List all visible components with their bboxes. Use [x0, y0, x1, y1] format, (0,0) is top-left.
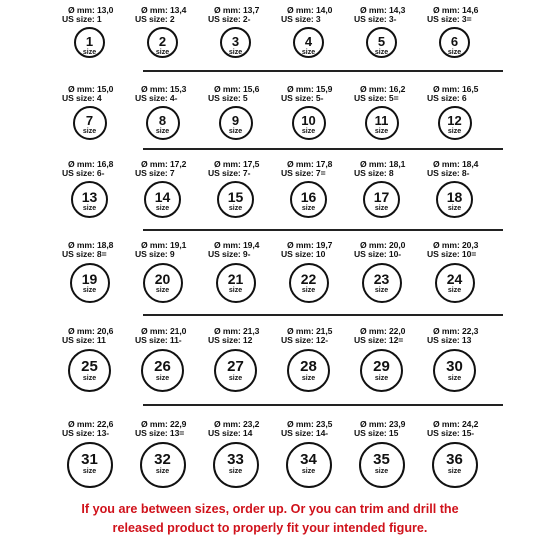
ring-size-number: 31 [81, 451, 98, 468]
ring-size-number: 23 [373, 271, 390, 287]
us-size-label: US size: 8- [427, 167, 470, 178]
ring-size-number: 11 [374, 113, 389, 128]
diameter-label: Ø mm: 20,0 [360, 240, 406, 250]
size-caption: size [228, 128, 243, 135]
us-size-label: US size: 5- [281, 92, 324, 103]
diameter-label: Ø mm: 21,0 [141, 326, 187, 336]
size-caption: size [374, 375, 389, 382]
size-cell [427, 5, 513, 56]
us-size-label: US size: 8= [62, 248, 107, 259]
size-caption: size [228, 375, 243, 382]
ring-size-number: 5 [377, 34, 386, 49]
diameter-label: Ø mm: 18,1 [360, 159, 406, 169]
ring-size-number: 22 [300, 271, 317, 287]
size-caption: size [374, 287, 389, 294]
ring-size-number: 4 [304, 34, 313, 49]
diameter-label: Ø mm: 17,5 [214, 159, 260, 169]
diameter-label: Ø mm: 18,8 [68, 240, 114, 250]
diameter-label: Ø mm: 17,8 [287, 159, 333, 169]
diameter-label: Ø mm: 14,6 [433, 5, 479, 15]
ring-size-number: 26 [154, 358, 171, 375]
diameter-label: Ø mm: 16,5 [433, 84, 479, 94]
diameter-label: Ø mm: 18,4 [433, 159, 479, 169]
diameter-label: Ø mm: 21,5 [287, 326, 333, 336]
ring-circle [360, 349, 403, 392]
size-caption: size [228, 468, 243, 475]
ring-size-number: 13 [81, 189, 98, 205]
us-size-label: US size: 8 [354, 167, 394, 178]
ring-circle [292, 106, 326, 140]
size-cell [427, 159, 513, 212]
size-caption: size [82, 375, 97, 382]
diameter-label: Ø mm: 20,6 [68, 326, 114, 336]
ring-circle [143, 263, 183, 303]
size-caption: size [82, 205, 97, 212]
size-caption: size [374, 468, 389, 475]
ring-size-number: 30 [446, 358, 463, 375]
ring-circle [436, 181, 473, 218]
us-size-label: US size: 5= [354, 92, 399, 103]
size-caption: size [228, 49, 243, 56]
diameter-label: Ø mm: 15,3 [141, 84, 187, 94]
ring-circle [435, 263, 475, 303]
diameter-label: Ø mm: 20,3 [433, 240, 479, 250]
us-size-label: US size: 14- [281, 427, 329, 438]
diameter-label: Ø mm: 23,9 [360, 419, 406, 429]
size-caption: size [374, 49, 389, 56]
us-size-label: US size: 3- [354, 13, 397, 24]
ring-circle [74, 27, 105, 58]
us-size-label: US size: 3= [427, 13, 472, 24]
size-caption: size [447, 287, 462, 294]
size-caption: size [374, 128, 389, 135]
us-size-label: US size: 11- [135, 334, 182, 345]
ring-size-number: 14 [154, 189, 171, 205]
ring-circle [439, 27, 470, 58]
size-cell [427, 84, 513, 135]
ring-size-number: 18 [446, 189, 463, 205]
diameter-label: Ø mm: 13,7 [214, 5, 260, 15]
sizing-note [0, 500, 540, 538]
us-size-label: US size: 1 [62, 13, 102, 24]
diameter-label: Ø mm: 22,0 [360, 326, 406, 336]
ring-size-number: 1 [85, 34, 94, 49]
ring-circle [214, 349, 257, 392]
size-caption: size [82, 287, 97, 294]
ring-circle [67, 442, 113, 488]
ring-size-number: 8 [158, 113, 167, 128]
size-caption: size [82, 468, 97, 475]
ring-circle [290, 181, 327, 218]
ring-circle [213, 442, 259, 488]
diameter-label: Ø mm: 22,3 [433, 326, 479, 336]
size-caption: size [301, 49, 316, 56]
ring-size-number: 6 [450, 34, 459, 49]
diameter-label: Ø mm: 17,2 [141, 159, 187, 169]
size-caption: size [301, 205, 316, 212]
us-size-label: US size: 9- [208, 248, 251, 259]
us-size-label: US size: 10 [281, 248, 326, 259]
ring-circle [141, 349, 184, 392]
size-caption: size [228, 205, 243, 212]
us-size-label: US size: 15 [354, 427, 399, 438]
ring-circle [73, 106, 107, 140]
size-caption: size [374, 205, 389, 212]
size-caption: size [82, 49, 97, 56]
ring-circle [220, 27, 251, 58]
ring-circle [363, 181, 400, 218]
ring-circle [289, 263, 329, 303]
us-size-label: US size: 7 [135, 167, 175, 178]
size-caption: size [447, 468, 462, 475]
ring-size-number: 9 [231, 113, 240, 128]
us-size-label: US size: 5 [208, 92, 248, 103]
diameter-label: Ø mm: 16,2 [360, 84, 406, 94]
ring-size-number: 20 [154, 271, 171, 287]
ring-circle [70, 263, 110, 303]
diameter-label: Ø mm: 24,2 [433, 419, 479, 429]
ring-circle [438, 106, 472, 140]
us-size-label: US size: 12= [354, 334, 404, 345]
size-caption: size [447, 205, 462, 212]
size-caption: size [447, 128, 462, 135]
us-size-label: US size: 14 [208, 427, 253, 438]
us-size-label: US size: 10- [354, 248, 402, 259]
row-divider [143, 314, 503, 316]
ring-size-number: 34 [300, 451, 317, 468]
size-cell [427, 419, 513, 475]
us-size-label: US size: 2 [135, 13, 175, 24]
ring-size-number: 27 [227, 358, 244, 375]
ring-circle [68, 349, 111, 392]
us-size-label: US size: 13- [62, 427, 110, 438]
ring-circle [144, 181, 181, 218]
us-size-label: US size: 2- [208, 13, 251, 24]
ring-circle [140, 442, 186, 488]
diameter-label: Ø mm: 13,0 [68, 5, 114, 15]
ring-circle [359, 442, 405, 488]
size-caption: size [155, 49, 170, 56]
size-caption: size [155, 287, 170, 294]
ring-size-number: 28 [300, 358, 317, 375]
ring-size-number: 16 [300, 189, 317, 205]
size-caption: size [301, 128, 316, 135]
ring-size-number: 24 [446, 271, 463, 287]
sizing-note-line-2: released product to properly fit your intended figure. [112, 521, 428, 535]
ring-circle [147, 27, 178, 58]
diameter-label: Ø mm: 23,2 [214, 419, 260, 429]
diameter-label: Ø mm: 13,4 [141, 5, 187, 15]
us-size-label: US size: 7= [281, 167, 326, 178]
diameter-label: Ø mm: 19,7 [287, 240, 333, 250]
ring-size-number: 21 [227, 271, 244, 287]
ring-circle [287, 349, 330, 392]
us-size-label: US size: 4- [135, 92, 178, 103]
ring-circle [362, 263, 402, 303]
us-size-label: US size: 10= [427, 248, 477, 259]
diameter-label: Ø mm: 15,9 [287, 84, 333, 94]
ring-circle [432, 442, 478, 488]
row-divider [143, 404, 503, 406]
ring-circle [365, 106, 399, 140]
ring-size-number: 29 [373, 358, 390, 375]
diameter-label: Ø mm: 21,3 [214, 326, 260, 336]
size-caption: size [447, 375, 462, 382]
ring-circle [219, 106, 253, 140]
size-caption: size [301, 375, 316, 382]
diameter-label: Ø mm: 15,0 [68, 84, 114, 94]
diameter-label: Ø mm: 16,8 [68, 159, 114, 169]
ring-size-number: 3 [231, 34, 240, 49]
us-size-label: US size: 12 [208, 334, 253, 345]
us-size-label: US size: 11 [62, 334, 106, 345]
ring-circle [216, 263, 256, 303]
ring-circle [366, 27, 397, 58]
us-size-label: US size: 9 [135, 248, 175, 259]
diameter-label: Ø mm: 14,3 [360, 5, 406, 15]
size-caption: size [155, 128, 170, 135]
size-caption: size [155, 205, 170, 212]
us-size-label: US size: 15- [427, 427, 475, 438]
ring-size-number: 33 [227, 451, 244, 468]
size-caption: size [228, 287, 243, 294]
ring-size-number: 2 [158, 34, 167, 49]
ring-size-number: 36 [446, 451, 463, 468]
ring-size-number: 15 [227, 189, 244, 205]
size-cell [427, 326, 513, 382]
ring-circle [286, 442, 332, 488]
diameter-label: Ø mm: 14,0 [287, 5, 333, 15]
us-size-label: US size: 13= [135, 427, 185, 438]
size-cell [427, 240, 513, 294]
size-caption: size [82, 128, 97, 135]
us-size-label: US size: 13 [427, 334, 472, 345]
us-size-label: US size: 4 [62, 92, 102, 103]
size-caption: size [155, 468, 170, 475]
ring-size-number: 17 [373, 189, 390, 205]
ring-size-number: 32 [154, 451, 171, 468]
us-size-label: US size: 6 [427, 92, 467, 103]
sizing-note-line-1: If you are between sizes, order up. Or you can trim and drill the [81, 502, 459, 516]
row-divider [143, 70, 503, 72]
us-size-label: US size: 6- [62, 167, 105, 178]
diameter-label: Ø mm: 19,4 [214, 240, 260, 250]
ring-size-number: 19 [81, 271, 98, 287]
ring-circle [71, 181, 108, 218]
ring-size-number: 25 [81, 358, 98, 375]
diameter-label: Ø mm: 22,9 [141, 419, 187, 429]
ring-size-number: 12 [447, 113, 462, 128]
us-size-label: US size: 3 [281, 13, 321, 24]
ring-circle [146, 106, 180, 140]
ring-size-number: 7 [85, 113, 94, 128]
us-size-label: US size: 7- [208, 167, 251, 178]
us-size-label: US size: 12- [281, 334, 329, 345]
ring-circle [433, 349, 476, 392]
ring-size-number: 10 [301, 113, 316, 128]
diameter-label: Ø mm: 22,6 [68, 419, 114, 429]
ring-circle [293, 27, 324, 58]
size-caption: size [301, 287, 316, 294]
diameter-label: Ø mm: 23,5 [287, 419, 333, 429]
size-caption: size [155, 375, 170, 382]
row-divider [143, 229, 503, 231]
size-caption: size [447, 49, 462, 56]
diameter-label: Ø mm: 15,6 [214, 84, 260, 94]
ring-size-number: 35 [373, 451, 390, 468]
ring-circle [217, 181, 254, 218]
row-divider [143, 148, 503, 150]
diameter-label: Ø mm: 19,1 [141, 240, 187, 250]
size-caption: size [301, 468, 316, 475]
